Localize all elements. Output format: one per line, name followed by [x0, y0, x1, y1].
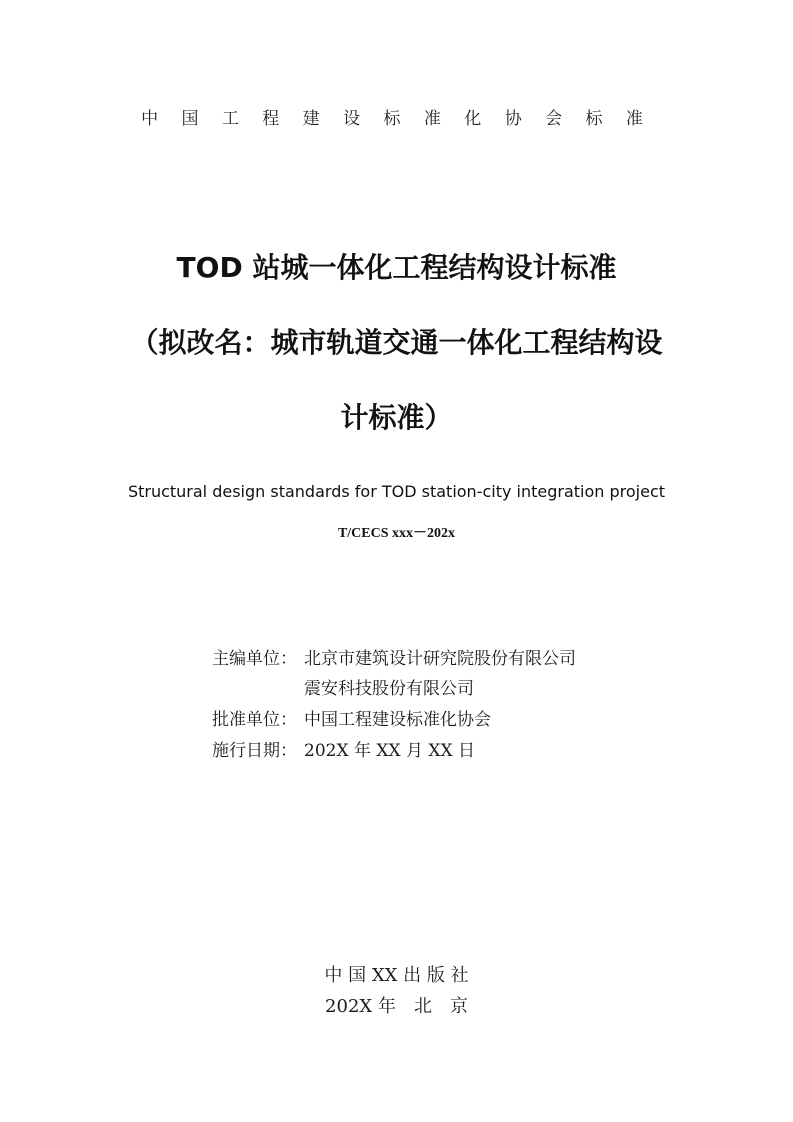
publisher: 中 国 XX 出 版 社 — [324, 965, 469, 986]
title-line-3: 计标准） — [340, 401, 453, 434]
document-header: 中 国 工 程 建 设 标 准 化 协 会 标 准 — [141, 109, 652, 129]
title-line-2: （拟改名：城市轨道交通一体化工程结构设 — [130, 326, 663, 359]
chief-editor-2: 震安科技股份有限公司 — [304, 679, 474, 699]
approver-value: 中国工程建设标准化协会 — [304, 710, 491, 730]
approver-row — [212, 705, 491, 730]
effective-date-row — [212, 736, 475, 761]
approver-label: 批准单位： — [212, 710, 297, 730]
chief-editor-row-2 — [304, 674, 474, 699]
chief-editor-row — [212, 644, 576, 669]
title-line-1: TOD 站城一体化工程结构设计标准 — [176, 251, 617, 284]
chief-editor-label: 主编单位： — [212, 649, 297, 669]
effective-date-label: 施行日期： — [212, 741, 297, 761]
standard-code: T/CECS xxx－202x — [337, 526, 456, 541]
english-title: Structural design standards for TOD station-city integration project — [127, 482, 666, 501]
effective-date-value: 202X 年 XX 月 XX 日 — [304, 741, 475, 761]
publish-place-year: 202X 年 北 京 — [325, 996, 468, 1017]
chief-editor-1: 北京市建筑设计研究院股份有限公司 — [304, 649, 576, 669]
